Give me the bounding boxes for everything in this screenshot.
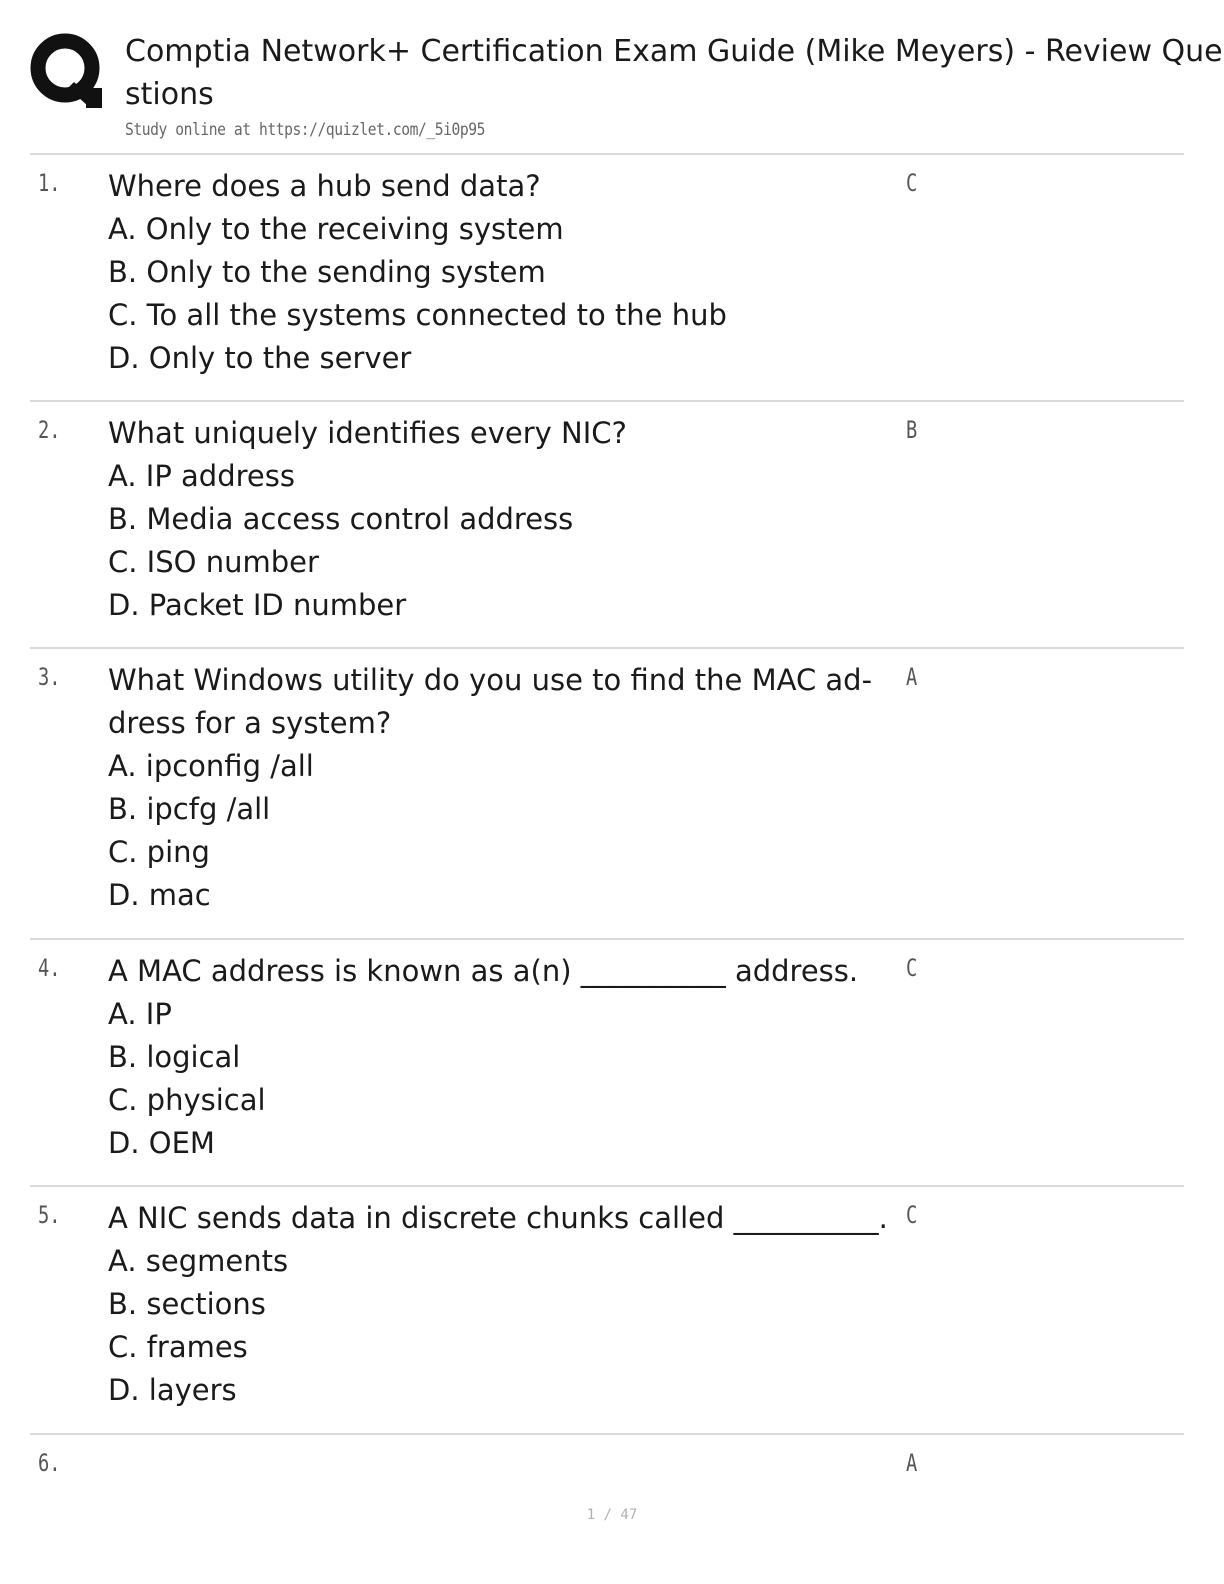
card-number: 5. (38, 1201, 61, 1229)
card-answer: A (906, 1449, 918, 1477)
card-number: 6. (38, 1449, 61, 1477)
flashcard (30, 1435, 1184, 1555)
option-a: A. segments (108, 1244, 289, 1278)
option-a: A. ipconfig /all (108, 749, 314, 783)
card-answer: C (906, 954, 918, 982)
card-number: 4. (38, 954, 61, 982)
option-d: D. OEM (108, 1126, 215, 1160)
card-answer: A (906, 663, 918, 691)
card-number: 3. (38, 663, 61, 691)
question-text: A NIC sends data in discrete chunks called __________. (108, 1201, 888, 1235)
flashcard (30, 1187, 1184, 1435)
card-term (108, 950, 898, 1165)
flashcard (30, 649, 1184, 940)
option-b: B. logical (108, 1040, 241, 1074)
option-c: C. ISO number (108, 545, 319, 579)
card-answer: C (906, 1201, 918, 1229)
card-term (108, 659, 898, 917)
question-text: What uniquely identifies every NIC? (108, 416, 627, 450)
card-term (108, 1197, 898, 1412)
flashcard-list (30, 155, 1184, 1555)
quizlet-logo-icon (30, 32, 106, 108)
option-b: B. Only to the sending system (108, 255, 546, 289)
flashcard (30, 940, 1184, 1187)
option-c: C. To all the systems connected to the hub (108, 298, 727, 332)
question-text: What Windows utility do you use to find the MAC ad- (108, 663, 873, 697)
card-term (108, 165, 898, 380)
option-d: D. Only to the server (108, 341, 412, 375)
option-b: B. Media access control address (108, 502, 574, 536)
question-text: A MAC address is known as a(n) __________ address. (108, 954, 859, 988)
option-c: C. physical (108, 1083, 266, 1117)
card-answer: C (906, 169, 918, 197)
option-a: A. Only to the receiving system (108, 212, 564, 246)
option-b: B. sections (108, 1287, 266, 1321)
page-header (30, 28, 1223, 152)
question-text: Where does a hub send data? (108, 169, 541, 203)
option-c: C. ping (108, 835, 210, 869)
option-d: D. Packet ID number (108, 588, 407, 622)
option-d: D. layers (108, 1373, 237, 1407)
card-term (108, 412, 898, 627)
question-text-continued: dress for a system? (108, 706, 392, 740)
option-d: D. mac (108, 878, 211, 912)
option-a: A. IP address (108, 459, 295, 493)
flashcard (30, 155, 1184, 402)
option-a: A. IP (108, 997, 172, 1031)
option-c: C. frames (108, 1330, 248, 1364)
flashcard (30, 402, 1184, 649)
page-number: 1 / 47 (586, 1507, 638, 1523)
card-answer: B (906, 416, 918, 444)
card-number: 1. (38, 169, 61, 197)
card-number: 2. (38, 416, 61, 444)
study-online-link[interactable]: Study online at https://quizlet.com/_5i0p95 (125, 120, 486, 140)
option-b: B. ipcfg /all (108, 792, 271, 826)
document-title: Comptia Network+ Certification Exam Guide (Mike Meyers) - Review Questions (125, 34, 1223, 112)
